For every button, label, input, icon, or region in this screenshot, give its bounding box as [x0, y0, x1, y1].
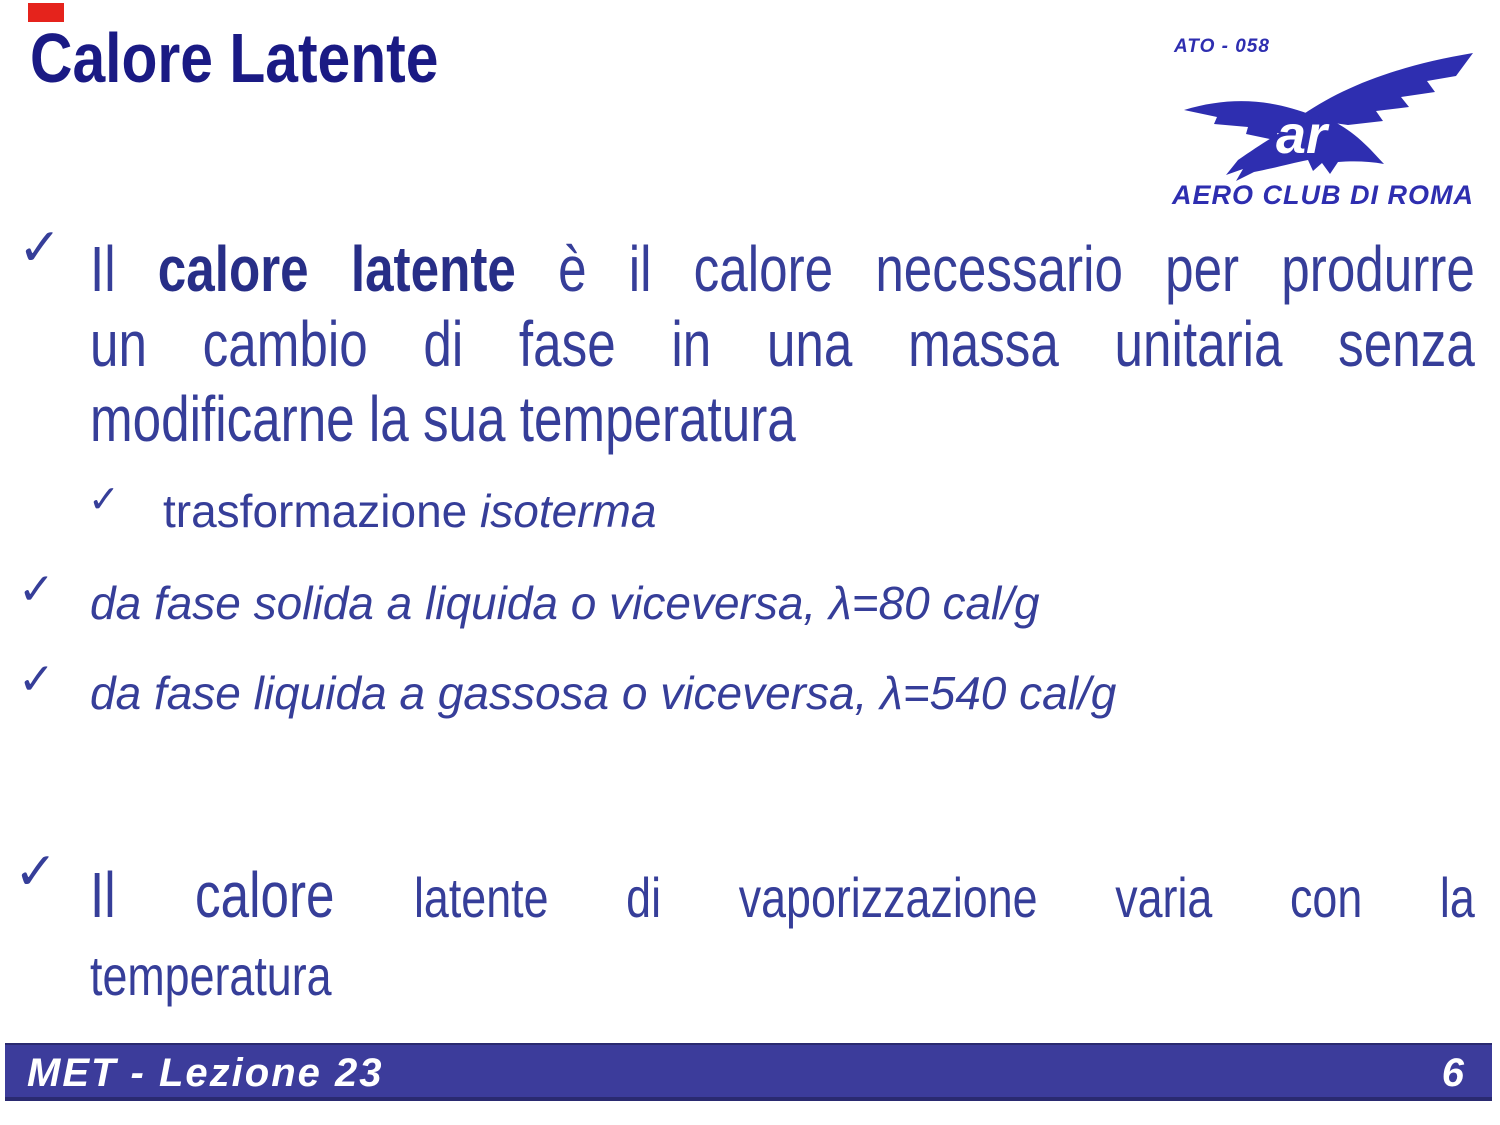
- bullet-text: latente di vaporizzazione varia con la: [413, 866, 1475, 929]
- bullet-text-large: Il calore: [90, 859, 414, 931]
- check-icon: ✓: [14, 842, 58, 902]
- ato-code-label: ATO - 058: [1174, 36, 1270, 57]
- sub-bullet-text-italic: isoterma: [480, 485, 657, 537]
- page-number: 6: [1441, 1051, 1464, 1095]
- sub-bullet-text: trasformazione: [163, 485, 481, 537]
- check-icon: ✓: [18, 654, 55, 705]
- bullet-text: è il calore necessario per produrre: [515, 233, 1475, 305]
- bullet-solid-liquid: da fase solida a liquida o viceversa, λ=80 cal/g: [90, 577, 1040, 629]
- bullet-latent-heat: [90, 232, 1475, 457]
- club-name-label: AERO CLUB DI ROMA: [1172, 180, 1474, 210]
- check-icon: ✓: [88, 477, 120, 521]
- sub-bullet-isoterma: [163, 484, 656, 538]
- bullet-line: modificarne la sua temperatura: [90, 383, 796, 455]
- bullet-text-bold: calore latente: [157, 233, 516, 305]
- bullet-line: un cambio di fase in una massa unitaria senza: [90, 308, 1475, 380]
- bullet-text: Il: [90, 233, 158, 305]
- bullet-liquid-gas: da fase liquida a gassosa o viceversa, λ=540 cal/g: [90, 667, 1117, 719]
- aero-club-logo: [1160, 28, 1490, 213]
- slide-title: Calore Latente: [30, 19, 439, 97]
- check-icon: ✓: [18, 218, 62, 278]
- eagle-icon: [1180, 50, 1480, 200]
- footer-lesson-label: MET - Lezione 23: [27, 1051, 384, 1095]
- check-icon: ✓: [18, 564, 55, 615]
- bullet-line: [90, 856, 1475, 937]
- footer-bar: [5, 1043, 1492, 1101]
- logo-monogram: ar: [1276, 105, 1328, 165]
- bullet-line: [90, 232, 1475, 307]
- bullet-line: temperatura: [90, 944, 332, 1007]
- bullet-vaporization: [90, 856, 1475, 1015]
